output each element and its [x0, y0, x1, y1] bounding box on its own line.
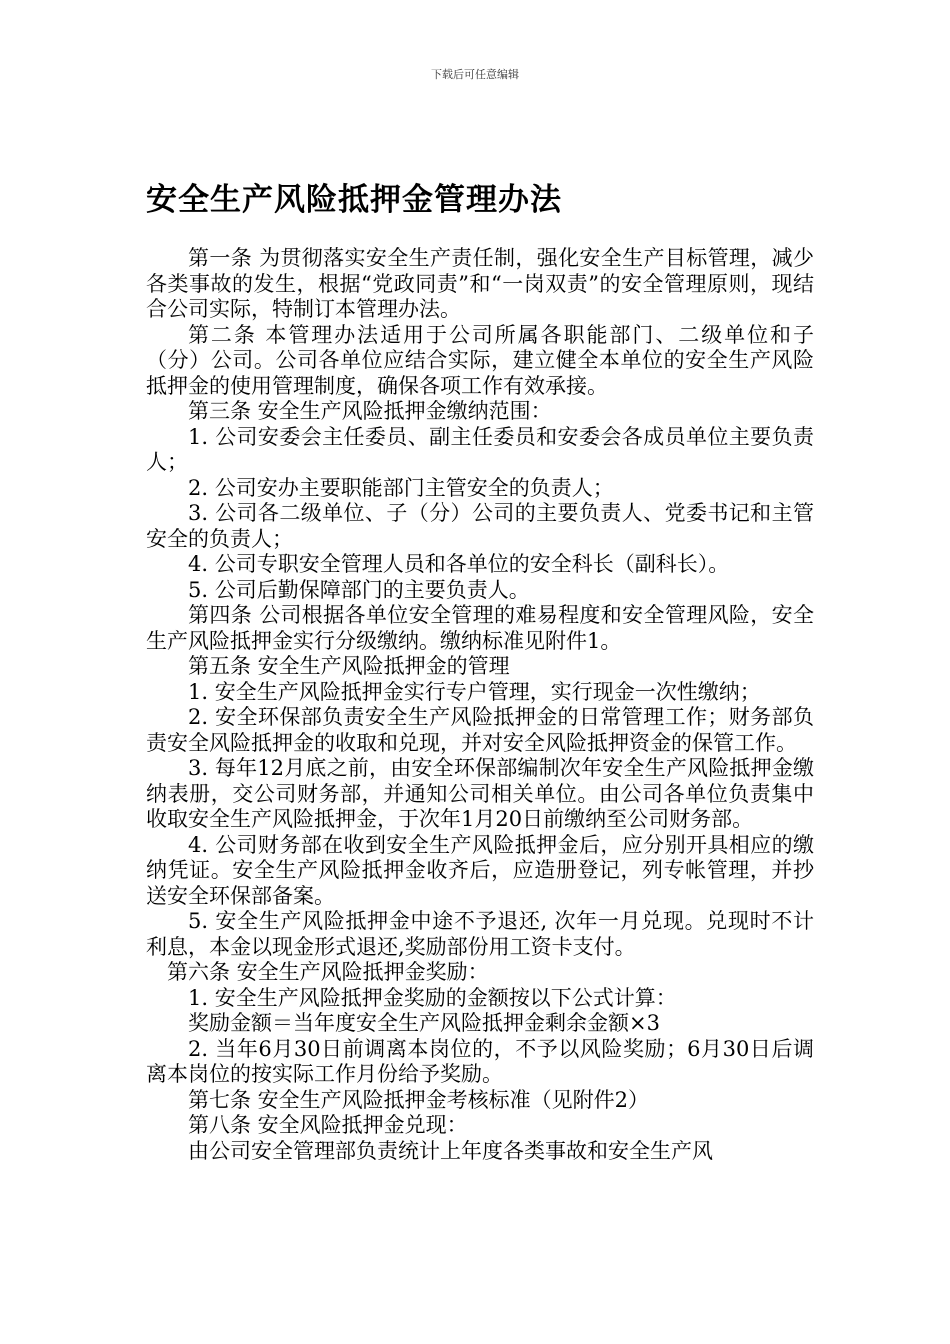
article-2: 第二条 本管理办法适用于公司所属各职能部门、二级单位和子（分）公司。公司各单位应结合实际，建立健全本单位的安全生产风险抵押金的使用管理制度，确保各项工作有效承接。 [146, 322, 814, 398]
article-6: 第六条 安全生产风险抵押金奖励： [167, 960, 489, 984]
article-8-body: 由公司安全管理部负责统计上年度各类事故和安全生产风 [188, 1138, 713, 1163]
article-7: 第七条 安全生产风险抵押金考核标准（见附件2） [188, 1087, 650, 1112]
article-6-item-2: 2. 当年6月30日前调离本岗位的，不予以风险奖励；6月30日后调离本岗位的按实际工作月份给予奖励。 [146, 1036, 814, 1086]
article-5-item-3: 3. 每年12月底之前，由安全环保部编制次年安全生产风险抵押金缴纳表册，交公司财务部，并通知公司相关单位。由公司各单位负责集中收取安全生产风险抵押金，于次年1月20日前缴纳至公司财务部。 [146, 756, 814, 831]
article-3-item-2: 2. 公司安办主要职能部门主管安全的负责人； [188, 475, 614, 500]
article-5: 第五条 安全生产风险抵押金的管理 [188, 654, 510, 678]
header-note: 下载后可任意编辑 [431, 68, 519, 81]
document-title: 安全生产风险抵押金管理办法 [146, 182, 562, 218]
article-3-item-5: 5. 公司后勤保障部门的主要负责人。 [188, 577, 530, 602]
document-body [146, 246, 814, 1164]
reward-formula: 奖励金额＝当年度安全生产风险抵押金剩余金额×3 [188, 1011, 660, 1035]
article-3: 第三条 安全生产风险抵押金缴纳范围： [188, 399, 552, 423]
article-5-item-1: 1. 安全生产风险抵押金实行专户管理，实行现金一次性缴纳； [188, 679, 761, 704]
article-5-item-5: 5. 安全生产风险抵押金中途不予退还, 次年一月兑现。兑现时不计利息，本金以现金形式退还,奖励部份用工资卡支付。 [146, 909, 814, 959]
article-3-item-4: 4. 公司专职安全管理人员和各单位的安全科长（副科长）。 [188, 552, 730, 576]
article-3-item-3: 3. 公司各二级单位、子（分）公司的主要负责人、党委书记和主管安全的负责人； [146, 501, 814, 551]
article-4: 第四条 公司根据各单位安全管理的难易程度和安全管理风险，安全生产风险抵押金实行分级缴纳。缴纳标准见附件1。 [146, 603, 814, 653]
article-3-item-1: 1. 公司安委会主任委员、副主任委员和安委会各成员单位主要负责人； [146, 424, 814, 474]
article-6-item-1: 1. 安全生产风险抵押金奖励的金额按以下公式计算： [188, 985, 677, 1010]
article-5-item-2: 2. 安全环保部负责安全生产风险抵押金的日常管理工作；财务部负责安全风险抵押金的收取和兑现，并对安全风险抵押资金的保管工作。 [146, 705, 814, 755]
article-8: 第八条 安全风险抵押金兑现： [188, 1113, 468, 1137]
article-5-item-4: 4. 公司财务部在收到安全生产风险抵押金后，应分别开具相应的缴纳凭证。安全生产风险抵押金收齐后，应造册登记，列专帐管理，并抄送安全环保部备案。 [146, 832, 814, 908]
article-1: 第一条 为贯彻落实安全生产责任制，强化安全生产目标管理，减少各类事故的发生，根据“党政同责”和“一岗双责”的安全管理原则，现结合公司实际，特制订本管理办法。 [146, 246, 814, 321]
